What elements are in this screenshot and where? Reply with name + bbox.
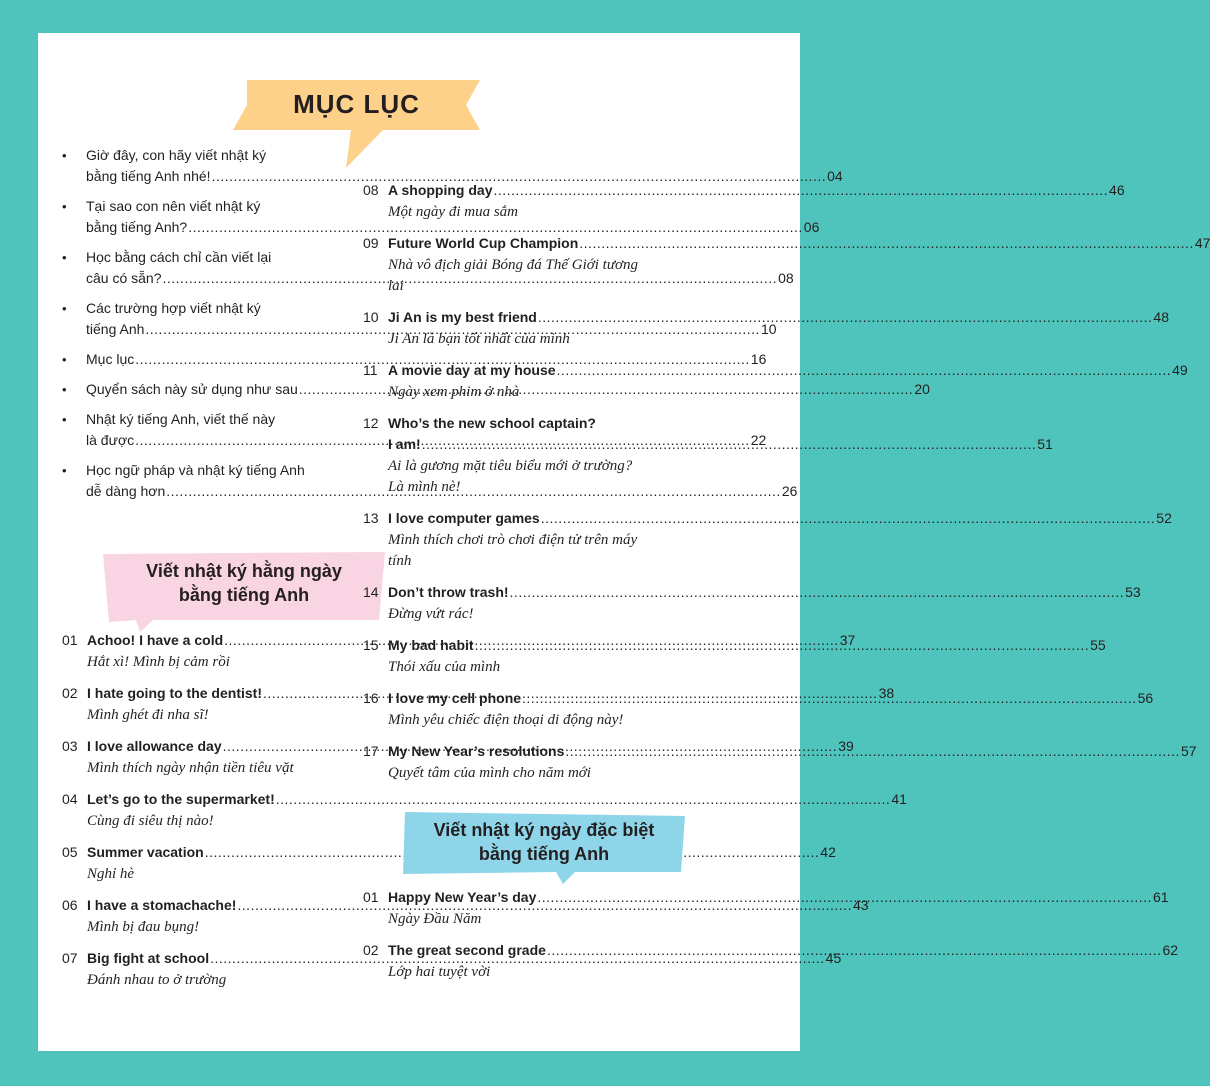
- page-number: 45: [825, 950, 842, 966]
- toc-entry[interactable]: [363, 582, 1141, 625]
- page-number: 51: [1037, 436, 1053, 452]
- entry-title: tiếng Anh: [86, 321, 145, 337]
- entry-title: Let’s go to the supermarket!: [87, 791, 275, 807]
- entry-title: Summer vacation: [87, 844, 204, 860]
- page-number: 10: [760, 321, 777, 337]
- toc-entry[interactable]: [363, 307, 1169, 350]
- intro-item[interactable]: [62, 145, 843, 187]
- leader-row: [388, 741, 1197, 762]
- entry-row: [62, 789, 907, 810]
- page-number: 39: [838, 738, 854, 754]
- leader-row: [388, 582, 1141, 603]
- entry-number: 03: [62, 738, 78, 754]
- page-number: 08: [778, 270, 794, 286]
- bullet-icon: •: [62, 463, 67, 478]
- entry-title: bằng tiếng Anh nhé!: [86, 168, 211, 184]
- leader-row: [388, 434, 1053, 455]
- leader-row: [86, 166, 843, 187]
- entry-number: 04: [62, 791, 78, 807]
- entry-title: I love computer games: [388, 510, 540, 526]
- entry-number: 17: [363, 743, 379, 759]
- toc-entry[interactable]: [363, 508, 1172, 572]
- entry-title: My New Year’s resolutions: [388, 743, 565, 759]
- dot-leader: [565, 741, 1180, 762]
- entry-translation: Mình bị đau bụng!: [87, 919, 200, 935]
- entry-title: A shopping day: [388, 182, 493, 198]
- page-number: 26: [781, 483, 798, 499]
- entry-title: Achoo! I have a cold: [87, 632, 224, 648]
- entry-row: [363, 360, 1188, 381]
- page-number: 52: [1156, 510, 1172, 526]
- entry-title: dễ dàng hơn: [86, 483, 166, 499]
- entry-title: I love my cell phone: [388, 690, 522, 706]
- entry-title: Quyển sách này sử dụng như sau: [86, 381, 298, 397]
- entry-number: 05: [62, 844, 78, 860]
- section-banner-special: [403, 812, 685, 880]
- dot-leader: [475, 635, 1090, 656]
- entry-number: 01: [363, 889, 379, 905]
- entry-translation: Ji An là bạn tốt nhất của mình: [388, 331, 570, 347]
- page-number: 16: [750, 351, 767, 367]
- entry-number: 15: [363, 637, 379, 653]
- dot-leader: [547, 940, 1162, 961]
- leader-row: [388, 688, 1153, 709]
- page-number: 47: [1194, 235, 1210, 251]
- entry-number: 13: [363, 510, 379, 526]
- entry-translation: Nghỉ hè: [87, 866, 135, 882]
- toc-entry[interactable]: [363, 180, 1125, 223]
- dot-leader: [537, 887, 1152, 908]
- section-banner-daily: [103, 552, 385, 627]
- entry-row: [363, 307, 1169, 328]
- entry-translation: Nhà vô địch giải Bóng đá Thế Giới tương lai: [388, 257, 639, 294]
- page-number: 62: [1162, 942, 1179, 958]
- entry-title: Big fight at school: [87, 950, 210, 966]
- page-number: 46: [1109, 182, 1125, 198]
- page-number: 48: [1153, 309, 1169, 325]
- bullet-icon: •: [62, 352, 67, 367]
- entry-title-line: Tại sao con nên viết nhật ký: [86, 198, 261, 214]
- entry-body: [388, 940, 1178, 961]
- page-title: MỤC LỤC: [293, 89, 420, 119]
- entry-body: [388, 413, 1053, 455]
- entry-title: I hate going to the dentist!: [87, 685, 262, 701]
- page-number: 43: [852, 897, 869, 913]
- entry-number: 11: [363, 362, 378, 378]
- page-number: 37: [839, 632, 856, 648]
- entry-translation: Cùng đi siêu thị nào!: [87, 813, 214, 829]
- entry-title: bằng tiếng Anh?: [86, 219, 188, 235]
- entry-row: [363, 582, 1141, 603]
- bullet-icon: •: [62, 199, 67, 214]
- leader-row: [86, 481, 798, 502]
- page-number: 49: [1172, 362, 1188, 378]
- bullet-icon: •: [62, 148, 67, 163]
- entry-translation: Ngày xem phim ở nhà: [388, 384, 520, 400]
- entry-number: 14: [363, 584, 379, 600]
- entry-body: [388, 508, 1172, 529]
- bullet-icon: •: [62, 382, 67, 397]
- entry-row: [363, 180, 1125, 201]
- entry-title: A movie day at my house: [388, 362, 556, 378]
- dot-leader: [541, 508, 1156, 529]
- page-number: 06: [803, 219, 820, 235]
- entry-title: Ji An is my best friend: [388, 309, 537, 325]
- page-number: 56: [1137, 690, 1154, 706]
- section-title-line1: Viết nhật ký ngày đặc biệt: [433, 820, 655, 840]
- page-number: 61: [1152, 889, 1169, 905]
- leader-row: [388, 360, 1188, 381]
- entry-number: 02: [363, 942, 379, 958]
- entry-translation: Mình ghét đi nha sĩ!: [87, 707, 209, 723]
- entry-title-line: Nhật ký tiếng Anh, viết thế này: [86, 411, 276, 427]
- leader-row: [388, 307, 1169, 328]
- entry-title: I love allowance day: [87, 738, 222, 754]
- entry-number: 09: [363, 235, 379, 251]
- entry-body: [388, 887, 1169, 908]
- bullet-icon: •: [62, 301, 67, 316]
- page-number: 38: [878, 685, 895, 701]
- section-title-line1: Viết nhật ký hằng ngày: [146, 561, 342, 581]
- bullet-icon: •: [62, 412, 67, 427]
- entry-translation: Mình thích chơi trò chơi điện tử trên máy tính: [388, 532, 638, 569]
- entry-title: I am!: [388, 436, 421, 452]
- page-number: 04: [827, 168, 843, 184]
- entry-translation: Ai là gương mặt tiêu biểu mới ở trường? Là mình nè!: [388, 458, 633, 495]
- entry-title: câu có sẵn?: [86, 270, 162, 286]
- entry-number: 01: [62, 632, 78, 648]
- bullet-icon: •: [62, 250, 67, 265]
- leader-row: [388, 635, 1106, 656]
- entry-translation: Hắt xì! Mình bị cảm rồi: [87, 654, 230, 670]
- entry-body: [388, 582, 1141, 603]
- entry-number: 02: [62, 685, 78, 701]
- leader-row: [388, 940, 1178, 961]
- leader-row: [86, 217, 820, 238]
- entry-title: Don’t throw trash!: [388, 584, 509, 600]
- dot-leader: [557, 360, 1172, 381]
- entry-number: 07: [62, 950, 78, 966]
- entry-body: [388, 741, 1197, 762]
- section-title-line2: bằng tiếng Anh: [478, 844, 610, 864]
- entry-number: 06: [62, 897, 78, 913]
- entry-title-line: Giờ đây, con hãy viết nhật ký: [86, 147, 267, 163]
- entry-body: [388, 360, 1188, 381]
- dot-leader: [422, 434, 1037, 455]
- entry-translation: Đánh nhau to ở trường: [87, 972, 227, 988]
- entry-translation: Mình thích ngày nhận tiền tiêu vặt: [87, 760, 294, 776]
- entry-translation: Mình yêu chiếc điện thoại di động này!: [388, 712, 624, 728]
- entry-body: [388, 307, 1169, 328]
- entry-title-line: Học ngữ pháp và nhật ký tiếng Anh: [86, 462, 305, 478]
- entry-title: Mục lục: [86, 351, 135, 367]
- leader-row: [388, 233, 1210, 254]
- page-number: 53: [1125, 584, 1141, 600]
- page-number: 22: [750, 432, 767, 448]
- dot-leader: [493, 180, 1108, 201]
- entry-translation: Một ngày đi mua sắm: [388, 204, 518, 220]
- entry-title: My bad habit: [388, 637, 474, 653]
- page-number: 20: [914, 381, 930, 397]
- entry-body: [388, 233, 1210, 254]
- dot-leader: [538, 307, 1153, 328]
- entry-number: 16: [363, 690, 379, 706]
- entry-row: [363, 233, 1210, 254]
- page-number: 55: [1090, 637, 1106, 653]
- page-number: 57: [1180, 743, 1197, 759]
- entry-title: Future World Cup Champion: [388, 235, 579, 251]
- entry-translation: Thói xấu của mình: [388, 659, 501, 675]
- leader-row: [388, 508, 1172, 529]
- entry-title-line: Học bằng cách chỉ cần viết lại: [86, 249, 272, 265]
- entry-row: [363, 508, 1172, 529]
- dot-leader: [579, 233, 1194, 254]
- entry-title: Happy New Year’s day: [388, 889, 537, 905]
- entry-translation: Lớp hai tuyệt vời: [388, 964, 491, 980]
- entry-title: là được: [86, 432, 135, 448]
- entry-body: [388, 180, 1125, 201]
- leader-row: [388, 887, 1169, 908]
- dot-leader: [510, 582, 1125, 603]
- section-title-line2: bằng tiếng Anh: [178, 585, 310, 605]
- entry-body: [388, 688, 1153, 709]
- entry-title: The great second grade: [388, 942, 546, 958]
- entry-number: 10: [363, 309, 379, 325]
- entry-translation: Đừng vứt rác!: [388, 606, 474, 622]
- leader-row: [388, 180, 1125, 201]
- entry-translation: Ngày Đầu Năm: [388, 911, 482, 927]
- entry-title: I have a stomachache!: [87, 897, 237, 913]
- entry-title-line: Các trường hợp viết nhật ký: [86, 300, 261, 316]
- entry-number: 12: [363, 415, 379, 431]
- dot-leader: [522, 688, 1137, 709]
- page-number: 41: [891, 791, 907, 807]
- entry-number: 08: [363, 182, 379, 198]
- page-number: 42: [820, 844, 836, 860]
- entry-body: [388, 635, 1106, 656]
- entry-translation: Quyết tâm của mình cho năm mới: [388, 765, 591, 781]
- entry-title-line: Who’s the new school captain?: [388, 415, 596, 431]
